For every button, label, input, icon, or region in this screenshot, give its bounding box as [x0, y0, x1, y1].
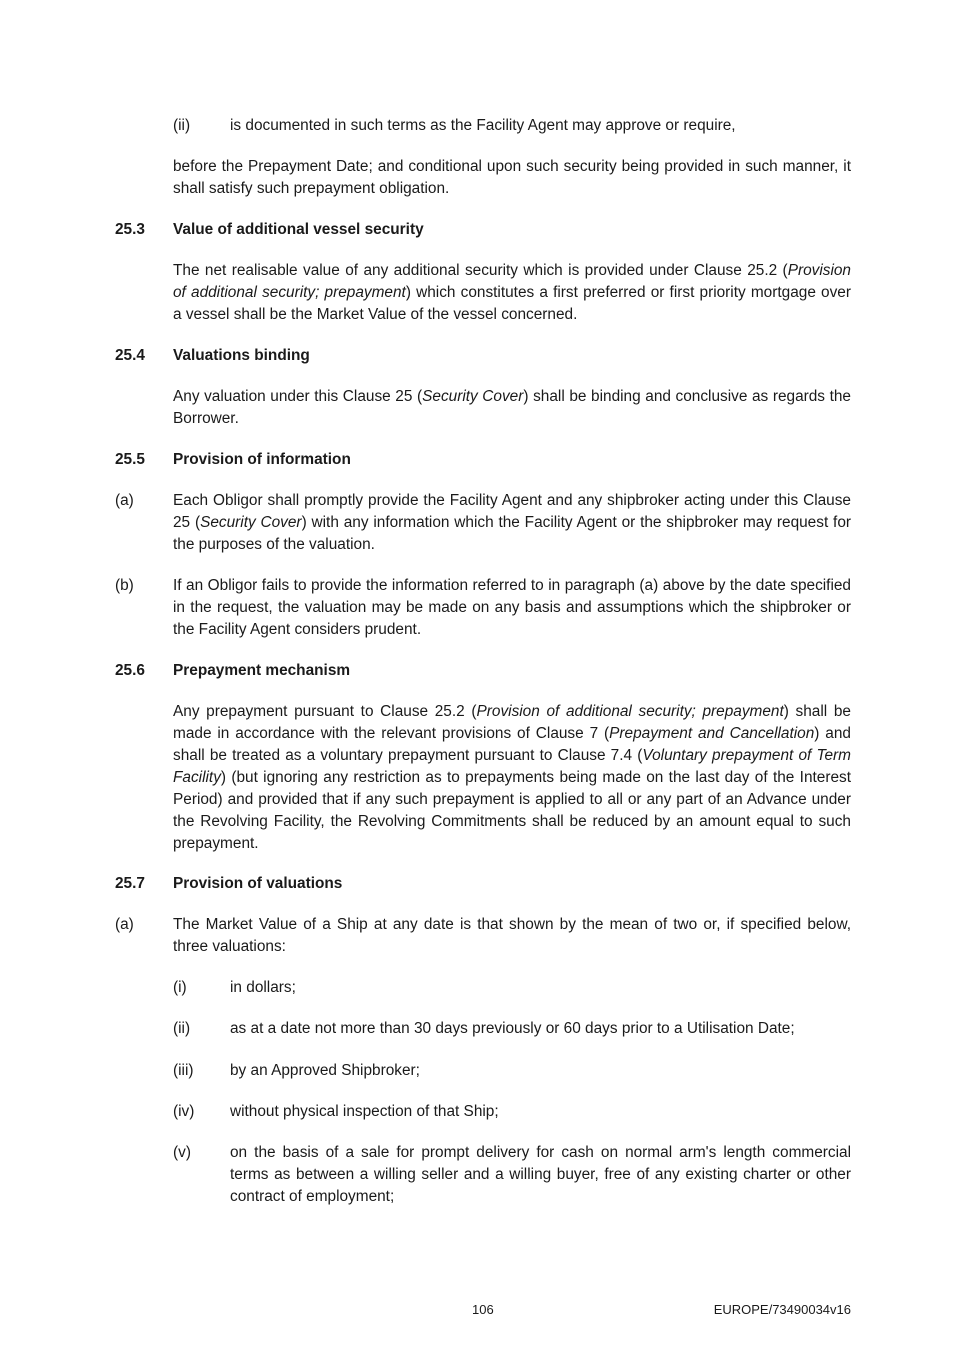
list-item-text: on the basis of a sale for prompt delivery for cash on normal arm's length commercial terms as between a willing seller and a willing buyer, free of any existing charter or other contract of employment;: [230, 1144, 851, 1205]
list-label: (iii): [173, 1062, 194, 1079]
list-label: (iv): [173, 1103, 195, 1120]
list-item-text: by an Approved Shipbroker;: [230, 1062, 420, 1079]
section-paragraph: If an Obligor fails to provide the information referred to in paragraph (a) above by the date specified in the request, the valuation may be made on any basis and assumptions which the shipbroker or the Facility Agent considers prudent.: [173, 577, 851, 638]
section-heading: Provision of information: [173, 451, 351, 468]
page-number: 106: [472, 1302, 494, 1317]
section-number: 25.3: [115, 221, 145, 238]
list-item-text: in dollars;: [230, 979, 296, 996]
paragraph-label: (b): [115, 577, 134, 594]
section-heading: Prepayment mechanism: [173, 662, 351, 679]
section-paragraph: Any valuation under this Clause 25 (Security Cover) shall be binding and conclusive as regards the Borrower.: [173, 388, 851, 427]
section-number: 25.7: [115, 875, 145, 892]
paragraph-label: (a): [115, 916, 134, 933]
section-heading: Value of additional vessel security: [173, 221, 424, 238]
list-item-text: is documented in such terms as the Facility Agent may approve or require,: [230, 117, 736, 134]
section-number: 25.6: [115, 662, 145, 679]
document-reference: EUROPE/73490034v16: [713, 1302, 851, 1317]
section-heading: Valuations binding: [173, 347, 310, 364]
list-label: (v): [173, 1144, 191, 1161]
paragraph-label: (a): [115, 492, 134, 509]
list-item-text: as at a date not more than 30 days previously or 60 days prior to a Utilisation Date;: [230, 1020, 795, 1037]
section-heading: Provision of valuations: [173, 875, 343, 892]
section-number: 25.5: [115, 451, 145, 468]
list-label: (ii): [173, 117, 191, 134]
list-label: (i): [173, 979, 187, 996]
list-item-text: without physical inspection of that Ship;: [230, 1103, 499, 1120]
continuation-paragraph: before the Prepayment Date; and conditional upon such security being provided in such manner, it shall satisfy such prepayment obligation.: [173, 158, 851, 197]
list-label: (ii): [173, 1020, 191, 1037]
section-paragraph: Each Obligor shall promptly provide the Facility Agent and any shipbroker acting under this Clause 25 (Security Cover) with any information which the Facility Agent or the shipbroker may request for the purposes of the valuation.: [173, 492, 851, 553]
section-paragraph: The net realisable value of any additional security which is provided under Clause 25.2 (Provision of additional security; prepayment) which constitutes a first preferred or first priority mortgage over a vessel shall be the Market Value of the vessel concerned.: [173, 262, 851, 323]
section-number: 25.4: [115, 347, 145, 364]
section-paragraph: Any prepayment pursuant to Clause 25.2 (Provision of additional security; prepayment) shall be made in accordance with the relevant provisions of Clause 7 (Prepayment and Cancellation) and shall be treated as a voluntary prepayment pursuant to Clause 7.4 (Voluntary prepayment of Term Facility) (but ignoring any restriction as to prepayments being made on the last day of the Interest Period) and provided that if any such prepayment is applied to all or any part of an Advance under the Revolving Facility, the Revolving Commitments shall be reduced by an amount equal to such prepayment.: [173, 703, 851, 852]
section-paragraph: The Market Value of a Ship at any date is that shown by the mean of two or, if specified below, three valuations:: [173, 916, 851, 955]
